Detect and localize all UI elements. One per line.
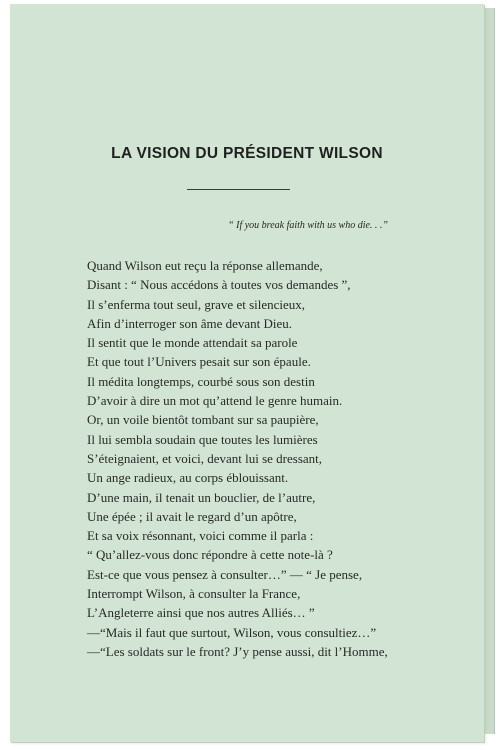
poem-line: Quand Wilson eut reçu la réponse allemande, bbox=[87, 258, 323, 273]
poem-line: Il sentit que le monde attendait sa parole bbox=[87, 335, 298, 351]
poem-line: Il lui sembla soudain que toutes les lumières bbox=[87, 431, 318, 447]
poem-line: D’une main, il tenait un bouclier, de l’autre, bbox=[87, 489, 316, 505]
title-divider bbox=[187, 189, 290, 190]
poem-line: Une épée ; il avait le regard d’un apôtre, bbox=[87, 508, 297, 524]
poem-line: Et que tout l’Univers pesait sur son épaule. bbox=[87, 354, 311, 370]
poem-line: —“Les soldats sur le front? J’y pense aussi, dit l’Homme, bbox=[87, 643, 388, 659]
page-title: LA VISION DU PRÉSIDENT WILSON bbox=[111, 145, 383, 162]
poem-line: Afin d’interroger son âme devant Dieu. bbox=[87, 315, 293, 331]
poem-line: Disant : “ Nous accédons à toutes vos demandes ”, bbox=[87, 277, 351, 293]
poem-line: Il médita longtemps, courbé sous son destin bbox=[87, 373, 315, 389]
poem-line: “ Qu’allez-vous donc répondre à cette note-là ? bbox=[87, 547, 333, 563]
poem-line: Il s’enferma tout seul, grave et silencieux, bbox=[87, 296, 306, 312]
poem-line: S’éteignaient, et voici, devant lui se dressant, bbox=[87, 450, 323, 466]
poem-text bbox=[87, 256, 477, 661]
poem-line: L’Angleterre ainsi que nos autres Alliés… ” bbox=[87, 605, 315, 621]
poem-line: Et sa voix résonnant, voici comme il parla : bbox=[87, 528, 314, 544]
poem-line: —“Mais il faut que surtout, Wilson, vous consultiez…” bbox=[87, 624, 377, 640]
poem-line: Un ange radieux, au corps éblouissant. bbox=[87, 470, 289, 486]
poem-line: Or, un voile bientôt tombant sur sa paupière, bbox=[87, 412, 319, 428]
poem-line: D’avoir à dire un mot qu’attend le genre humain. bbox=[87, 393, 343, 409]
epigraph: “ If you break faith with us who die. . .” bbox=[228, 220, 388, 231]
poem-line: Interrompt Wilson, à consulter la France, bbox=[87, 586, 301, 602]
poem-line: Est-ce que vous pensez à consulter…” — “ Je pense, bbox=[87, 566, 363, 582]
document-page bbox=[10, 4, 484, 742]
